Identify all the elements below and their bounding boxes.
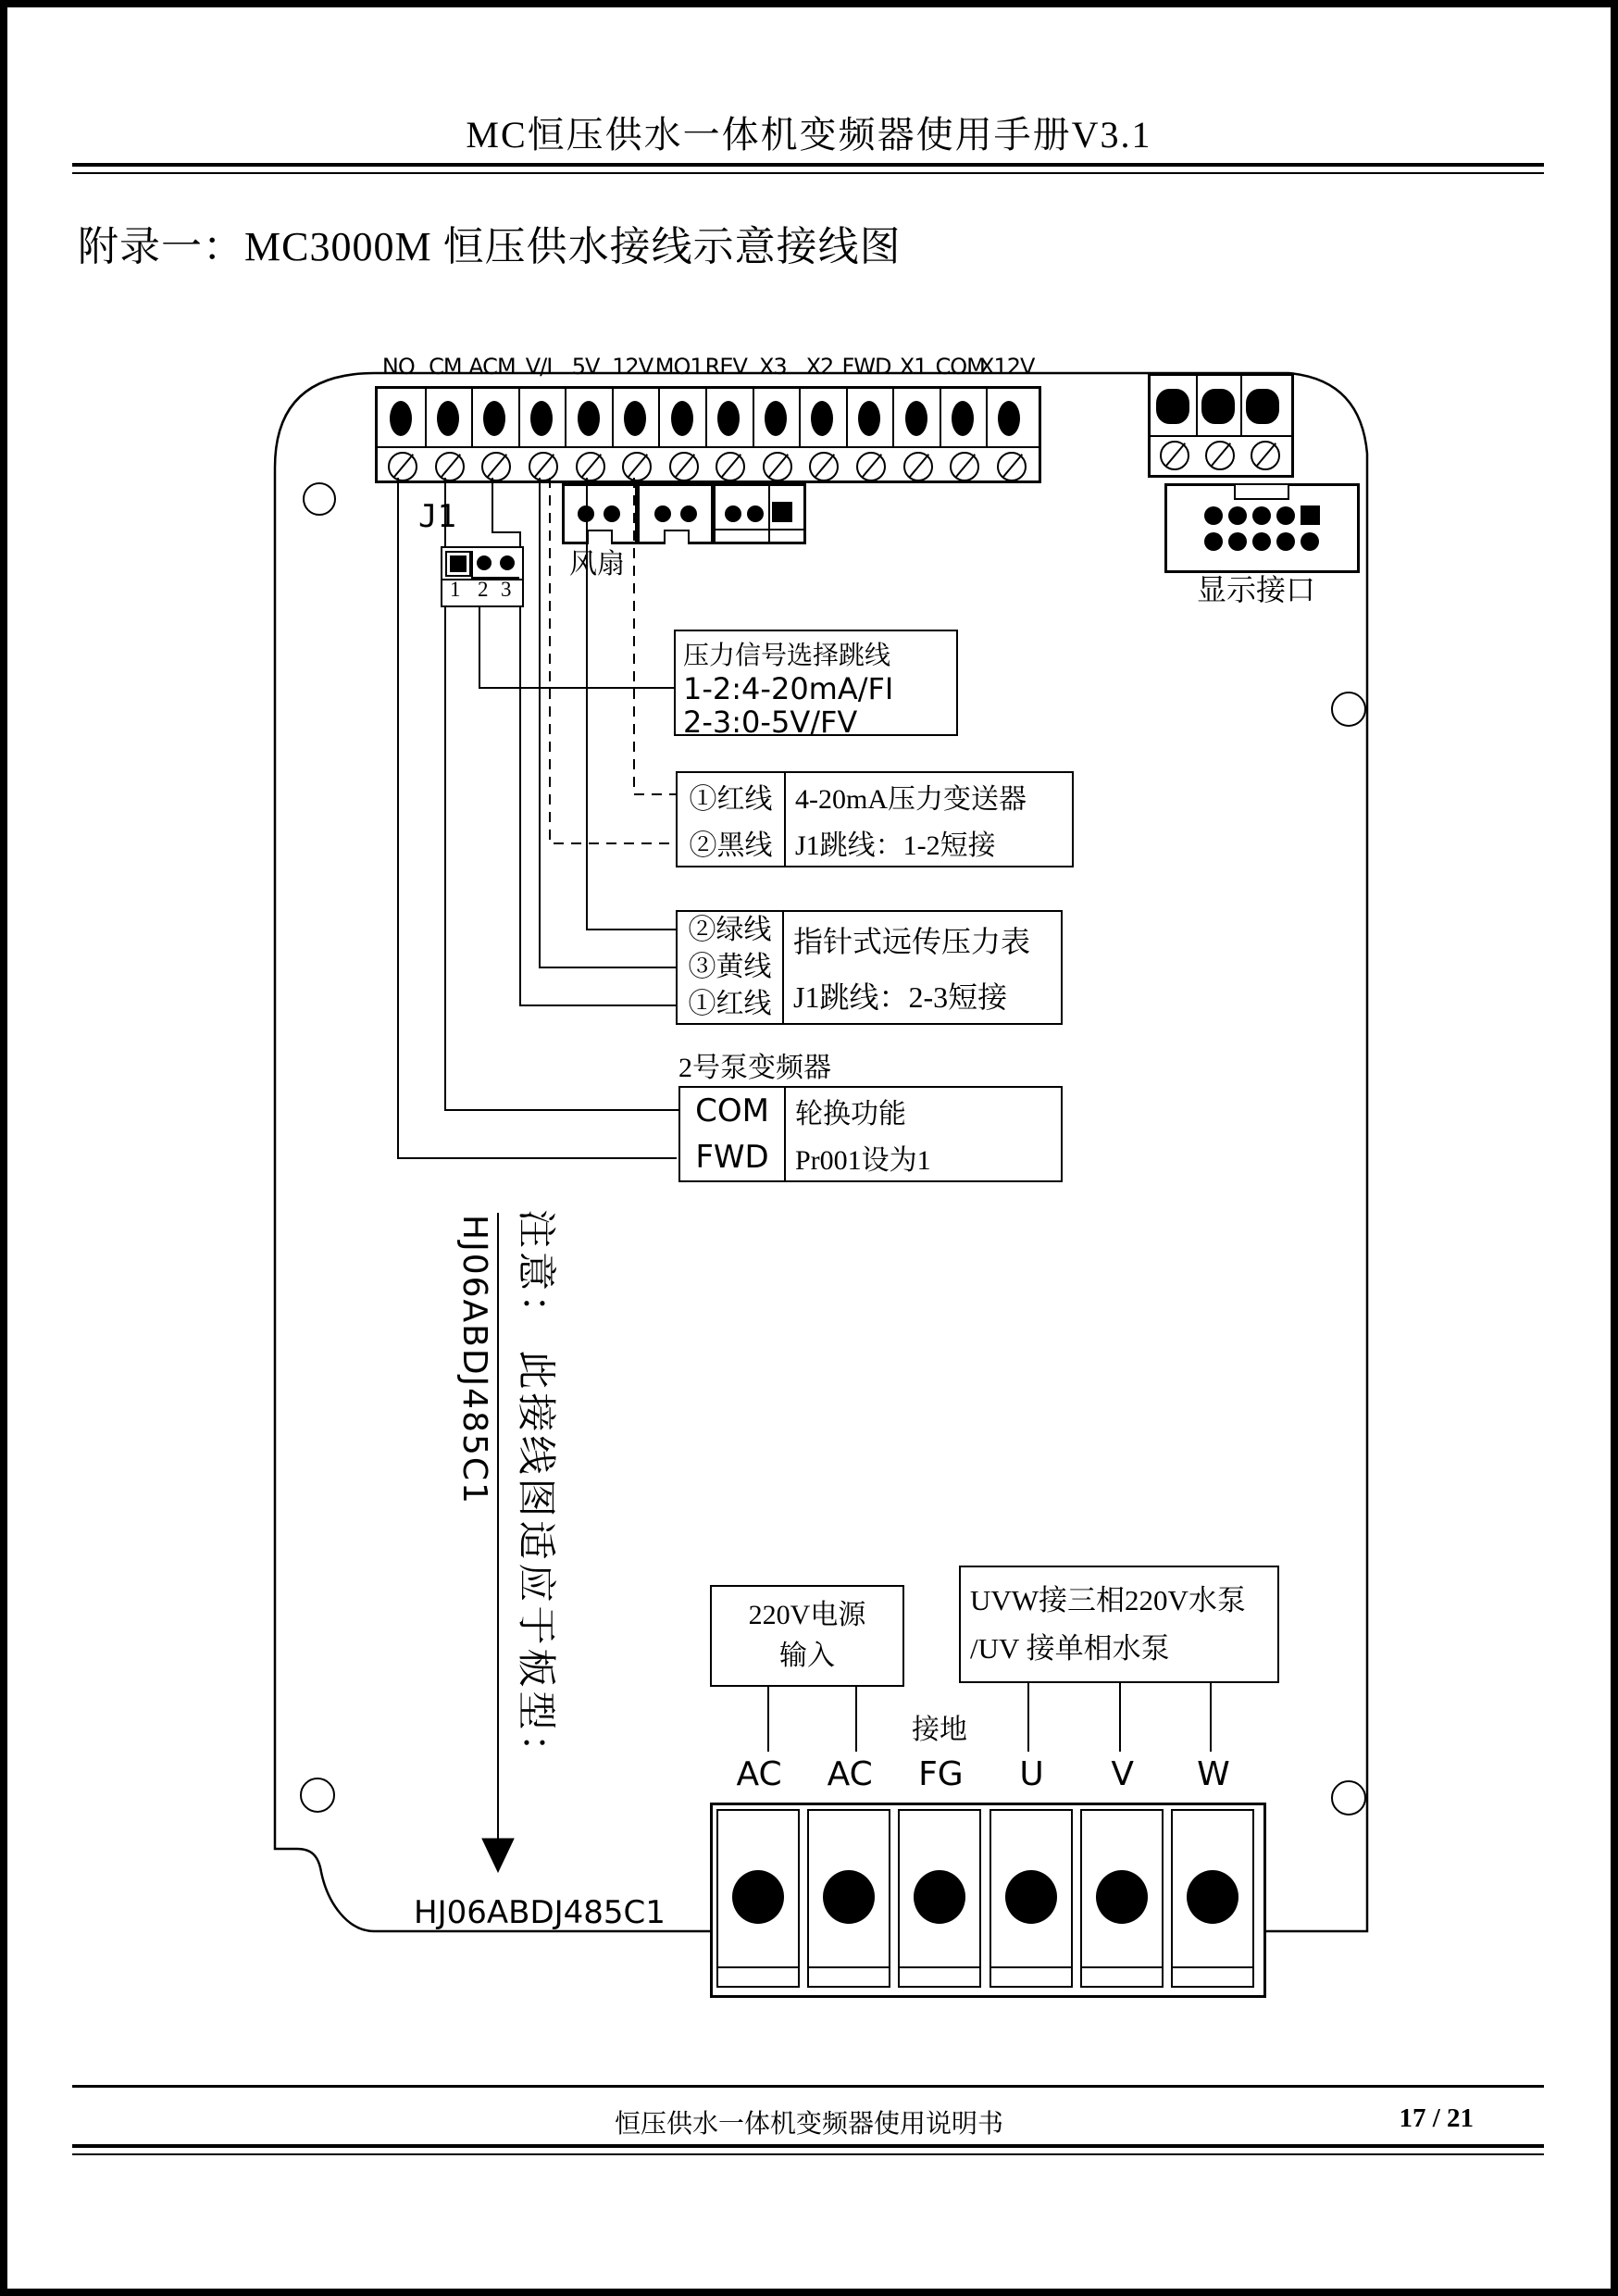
desc-line: 4-20mA压力变送器 (795, 784, 1027, 815)
display-pin-square (1301, 505, 1320, 525)
display-pin (1204, 532, 1223, 551)
terminal-screw (1205, 441, 1235, 470)
pump2-terminals (680, 1088, 786, 1180)
terminal-cell (658, 389, 707, 446)
pump2-box (678, 1086, 1063, 1182)
terminal-pin (1246, 389, 1279, 424)
display-pin (1252, 506, 1271, 525)
terminal-cell (753, 389, 802, 446)
display-pin (1228, 532, 1247, 551)
j1-pin1-square (445, 551, 471, 577)
desc-line: 轮换功能 (795, 1099, 906, 1129)
wire-label: ③黄线 (688, 952, 772, 982)
jumper-box-title: 压力信号选择跳线 (683, 642, 891, 670)
terminal-screw (529, 452, 558, 481)
terminal-cell (425, 389, 474, 446)
terminal-screw (997, 452, 1027, 481)
pin (747, 505, 764, 522)
display-pin (1301, 532, 1319, 551)
power-box-line: 输入 (779, 1641, 835, 1671)
display-pin (1228, 506, 1247, 525)
jumper-select-box (674, 630, 958, 740)
square-pin (772, 502, 792, 522)
terminal-label: MO1 (654, 354, 703, 380)
power-terminal-block (710, 1803, 1266, 1998)
terminal-cell (986, 389, 1031, 446)
terminal-cell (799, 389, 848, 446)
wire-label: ①红线 (688, 989, 772, 1019)
terminal-label: ACM (468, 354, 516, 380)
uvw-box-line: /UV 接单相水泵 (970, 1631, 1170, 1665)
terminal-pin (437, 401, 459, 436)
power-terminal-cell (898, 1809, 981, 1988)
fan-connector-1 (562, 483, 638, 544)
uvw-box-line: UVW接三相220V水泵 (970, 1583, 1246, 1616)
power-terminal-label: U (1019, 1755, 1044, 1793)
power-terminal-pin (823, 1870, 875, 1924)
power-terminal-cell (989, 1809, 1073, 1988)
pump2-desc (786, 1088, 1061, 1180)
pin (680, 505, 697, 522)
fan-connector-2 (637, 483, 714, 544)
terminal-label: REV (704, 354, 747, 380)
terminal-pin (858, 401, 880, 436)
terminal-cell (940, 389, 989, 446)
wire-j1-jumperbox (479, 604, 675, 688)
ground-label: 接地 (912, 1715, 967, 1745)
terminal-screw (1251, 441, 1280, 470)
power-terminal-cell (1171, 1809, 1254, 1988)
terminal-screw (809, 452, 839, 481)
terminal-label: NO (381, 354, 415, 380)
transmitter-wires (678, 773, 786, 866)
terminal-label: X2 (805, 354, 834, 380)
terminal-pin (530, 401, 553, 436)
power-input-box (710, 1585, 904, 1687)
terminal-cell (378, 389, 427, 446)
terminal-pin (717, 401, 740, 436)
power-terminal-label: AC (736, 1755, 782, 1793)
divider (716, 529, 803, 530)
j1-pin3 (500, 555, 515, 570)
terminal-pin (952, 401, 974, 436)
terminal-pin (578, 401, 600, 436)
display-connector-notch (1234, 483, 1289, 500)
terminal-pin (765, 401, 787, 436)
pin (578, 505, 594, 522)
gauge-desc (784, 912, 1061, 1023)
terminal-cell (892, 389, 941, 446)
desc-line: 指针式远传压力表 (793, 925, 1031, 958)
terminal-pin (624, 401, 646, 436)
power-terminal-pin (1187, 1870, 1238, 1924)
j1-pin-number: 3 (501, 578, 512, 601)
mount-hole-bottom-right (1332, 1781, 1365, 1815)
terminal-screw (1160, 441, 1189, 470)
desc-line: J1跳线：1-2短接 (795, 830, 996, 861)
gauge-box (676, 910, 1063, 1025)
terminal-label: CM (429, 354, 462, 380)
display-pin (1252, 532, 1271, 551)
desc-line: J1跳线：2-3短接 (793, 980, 1008, 1014)
page-title: 附录一：MC3000M 恒压供水接线示意接线图 (78, 224, 902, 269)
mount-hole-bottom-left (301, 1778, 334, 1812)
j1-pin-number: 1 (450, 578, 461, 601)
terminal-screw (622, 452, 652, 481)
power-terminal-cell (716, 1809, 800, 1988)
transmitter-box (676, 771, 1074, 867)
terminal-pin (1201, 389, 1235, 424)
terminal-label: X12V (979, 354, 1035, 380)
terminal-label: FWD (695, 1139, 769, 1176)
display-pin (1276, 506, 1295, 525)
divider (900, 1966, 979, 1968)
terminal-cell (1151, 376, 1198, 435)
terminal-label: V/I (525, 354, 553, 380)
j1-pin-number: 2 (478, 578, 489, 601)
terminal-cell (471, 389, 520, 446)
terminal-cell (565, 389, 614, 446)
terminal-screw (669, 452, 699, 481)
j1-jumper-block (441, 546, 524, 607)
power-terminal-pin (914, 1870, 965, 1924)
terminal-screw (903, 452, 933, 481)
terminal-cell (518, 389, 567, 446)
display-label: 显示接口 (1197, 573, 1316, 606)
pin (725, 505, 741, 522)
display-connector (1164, 483, 1360, 573)
terminal-screw (950, 452, 979, 481)
pin (604, 505, 620, 522)
terminal-label: 12V (612, 354, 653, 380)
terminal-cell (612, 389, 661, 446)
terminal-screw (481, 452, 511, 481)
terminal-cell (705, 389, 754, 446)
mount-hole-right (1332, 693, 1365, 726)
power-terminal-label: AC (827, 1755, 873, 1793)
strip-divider (378, 446, 1039, 448)
power-box-line: 220V电源 (748, 1600, 866, 1630)
note-arrow-head (482, 1839, 514, 1872)
power-terminal-pin (1005, 1870, 1057, 1924)
terminal-label: FWD (841, 354, 891, 380)
vertical-note: 注意： 此接线图适应于板型： (514, 1209, 556, 1777)
terminal-cell (1240, 376, 1284, 435)
terminal-screw (388, 452, 417, 481)
power-terminal-label: W (1197, 1755, 1230, 1793)
divider (1173, 1966, 1252, 1968)
jumper-box-opt1: 1-2:4-20mA/FI (683, 671, 894, 706)
power-terminal-cell (807, 1809, 890, 1988)
board-code-silkscreen: HJ06ABDJ485C1 (414, 1894, 666, 1931)
power-terminal-pin (1096, 1870, 1148, 1924)
terminal-pin (1156, 389, 1189, 424)
wire-label: ②绿线 (688, 915, 772, 945)
terminal-pin (905, 401, 927, 436)
terminal-pin (671, 401, 693, 436)
pin (654, 505, 671, 522)
divider (718, 1966, 798, 1968)
fan-label: 风扇 (569, 549, 625, 580)
divider (1082, 1966, 1162, 1968)
footer-page-number: 17 / 21 (1399, 2103, 1474, 2133)
terminal-screw (856, 452, 886, 481)
terminal-label: X3 (758, 354, 787, 380)
power-terminal-label: V (1111, 1755, 1135, 1793)
gauge-wires (678, 912, 784, 1023)
mount-hole-top-left (304, 483, 335, 515)
terminal-pin (998, 401, 1020, 436)
terminal-screw (716, 452, 745, 481)
terminal-cell (846, 389, 895, 446)
jumper-box-opt2: 2-3:0-5V/FV (683, 705, 858, 740)
pump2-title: 2号泵变频器 (678, 1053, 831, 1083)
desc-line: Pr001设为1 (795, 1145, 931, 1176)
terminal-label: X1 (899, 354, 927, 380)
display-pin (1204, 506, 1223, 525)
header-title: MC恒压供水一体机变频器使用手册V3.1 (466, 114, 1152, 156)
terminal-pin (390, 401, 412, 436)
transmitter-desc (786, 773, 1072, 866)
footer-title: 恒压供水一体机变频器使用说明书 (614, 2110, 1003, 2139)
terminal-label: 5V (571, 354, 600, 380)
relay-terminal-block (1148, 373, 1294, 478)
notch (664, 530, 690, 544)
display-pin (1276, 532, 1295, 551)
terminal-screw (576, 452, 605, 481)
power-terminal-pin (732, 1870, 784, 1924)
wire-label: ①红线 (689, 784, 773, 815)
fan-connector-3 (713, 483, 806, 544)
power-terminal-label: FG (918, 1755, 964, 1793)
terminal-screw (435, 452, 465, 481)
divider (768, 486, 770, 542)
j1-pin2 (477, 555, 492, 570)
control-terminal-strip (375, 386, 1041, 483)
power-terminal-cell (1080, 1809, 1164, 1988)
terminal-label: COM (695, 1092, 769, 1129)
uvw-output-box (959, 1566, 1279, 1683)
divider (991, 1966, 1071, 1968)
divider (809, 1966, 889, 1968)
strip-divider (1151, 435, 1291, 437)
terminal-pin (483, 401, 505, 436)
terminal-pin (811, 401, 833, 436)
wire-label: ②黑线 (689, 830, 773, 861)
terminal-cell (1196, 376, 1243, 435)
vertical-board-code: HJ06ABDJ485C1 (455, 1215, 493, 1505)
j1-label: J1 (418, 498, 456, 535)
terminal-screw (763, 452, 792, 481)
terminal-label: COM (935, 354, 985, 380)
